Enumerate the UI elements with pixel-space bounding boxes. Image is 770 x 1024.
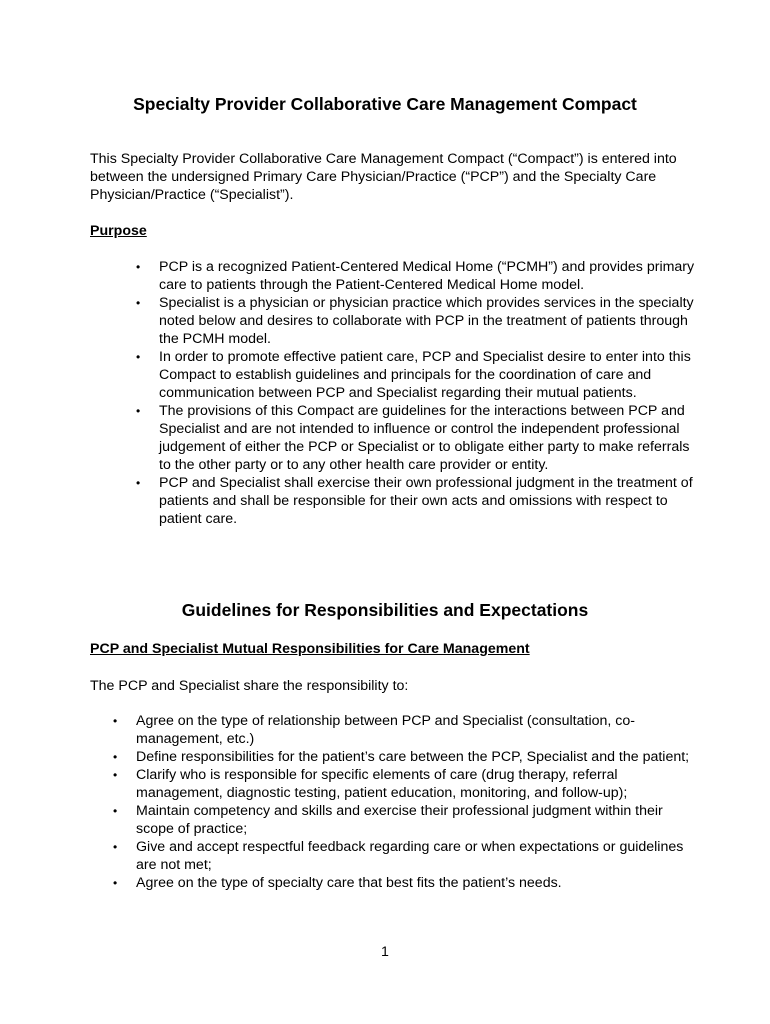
purpose-list-item: [136, 348, 696, 402]
page-number: 1: [381, 944, 389, 960]
bullet-icon: •: [136, 404, 141, 418]
bullet-icon: •: [113, 750, 118, 764]
bullet-icon: •: [113, 768, 118, 782]
bullet-icon: •: [136, 350, 141, 364]
purpose-item-text: PCP is a recognized Patient-Centered Medical Home (“PCMH”) and provides primary care to patients through the Patient-Centered Medical Home model.: [159, 259, 695, 293]
bullet-icon: •: [136, 476, 141, 490]
guidelines-title: Guidelines for Responsibilities and Expectations: [181, 600, 589, 620]
responsibility-list-item: [113, 712, 693, 748]
responsibility-item-text: Agree on the type of relationship between PCP and Specialist (consultation, co-management, etc.): [136, 713, 635, 747]
purpose-item-text: The provisions of this Compact are guidelines for the interactions between PCP and Specialist and are not intended to influence or control the independent professional judgement of either the PCP or Specialist or to obligate either party to make referrals to the other party or to any other health care provider or entity.: [159, 403, 690, 473]
purpose-list-item: [136, 294, 696, 348]
responsibility-item-text: Define responsibilities for the patient’s care between the PCP, Specialist and the patient;: [136, 749, 690, 765]
purpose-heading: Purpose: [90, 223, 147, 239]
purpose-item-text: PCP and Specialist shall exercise their own professional judgment in the treatment of patients and shall be responsible for their own acts and omissions with respect to patient care.: [159, 475, 693, 527]
mutual-responsibilities-list: [113, 712, 693, 892]
responsibility-item-text: Give and accept respectful feedback regarding care or when expectations or guidelines are not met;: [136, 839, 684, 873]
responsibility-list-item: [113, 874, 693, 892]
responsibility-item-text: Agree on the type of specialty care that best fits the patient’s needs.: [136, 875, 562, 891]
bullet-icon: •: [136, 296, 141, 310]
bullet-icon: •: [113, 876, 118, 890]
purpose-list-item: [136, 402, 696, 474]
responsibility-item-text: Clarify who is responsible for specific elements of care (drug therapy, referral management, diagnostic testing, patient education, monitoring, and follow-up);: [136, 767, 628, 801]
responsibility-list-item: [113, 748, 693, 766]
purpose-list-item: [136, 474, 696, 528]
intro-paragraph: This Specialty Provider Collaborative Care Management Compact (“Compact”) is entered into between the undersigned Primary Care Physician/Practice (“PCP”) and the Specialty Care Physician/Practice (“Specialist”).: [90, 151, 677, 203]
document-title: Specialty Provider Collaborative Care Management Compact: [133, 94, 637, 114]
purpose-item-text: Specialist is a physician or physician practice which provides services in the specialty noted below and desires to collaborate with PCP in the treatment of patients through the PCMH model.: [159, 295, 694, 347]
purpose-list: [136, 258, 696, 528]
responsibility-list-item: [113, 802, 693, 838]
bullet-icon: •: [136, 260, 141, 274]
responsibility-list-item: [113, 766, 693, 802]
responsibility-list-item: [113, 838, 693, 874]
purpose-item-text: In order to promote effective patient care, PCP and Specialist desire to enter into this Compact to establish guidelines and principals for the coordination of care and communication between PCP and Specialist regarding their mutual patients.: [159, 349, 691, 401]
bullet-icon: •: [113, 714, 118, 728]
purpose-list-item: [136, 258, 696, 294]
mutual-responsibilities-heading: PCP and Specialist Mutual Responsibilities for Care Management: [90, 641, 530, 657]
responsibility-item-text: Maintain competency and skills and exercise their professional judgment within their scope of practice;: [136, 803, 663, 837]
bullet-icon: •: [113, 804, 118, 818]
mutual-lead-text: The PCP and Specialist share the responsibility to:: [90, 678, 409, 694]
bullet-icon: •: [113, 840, 118, 854]
